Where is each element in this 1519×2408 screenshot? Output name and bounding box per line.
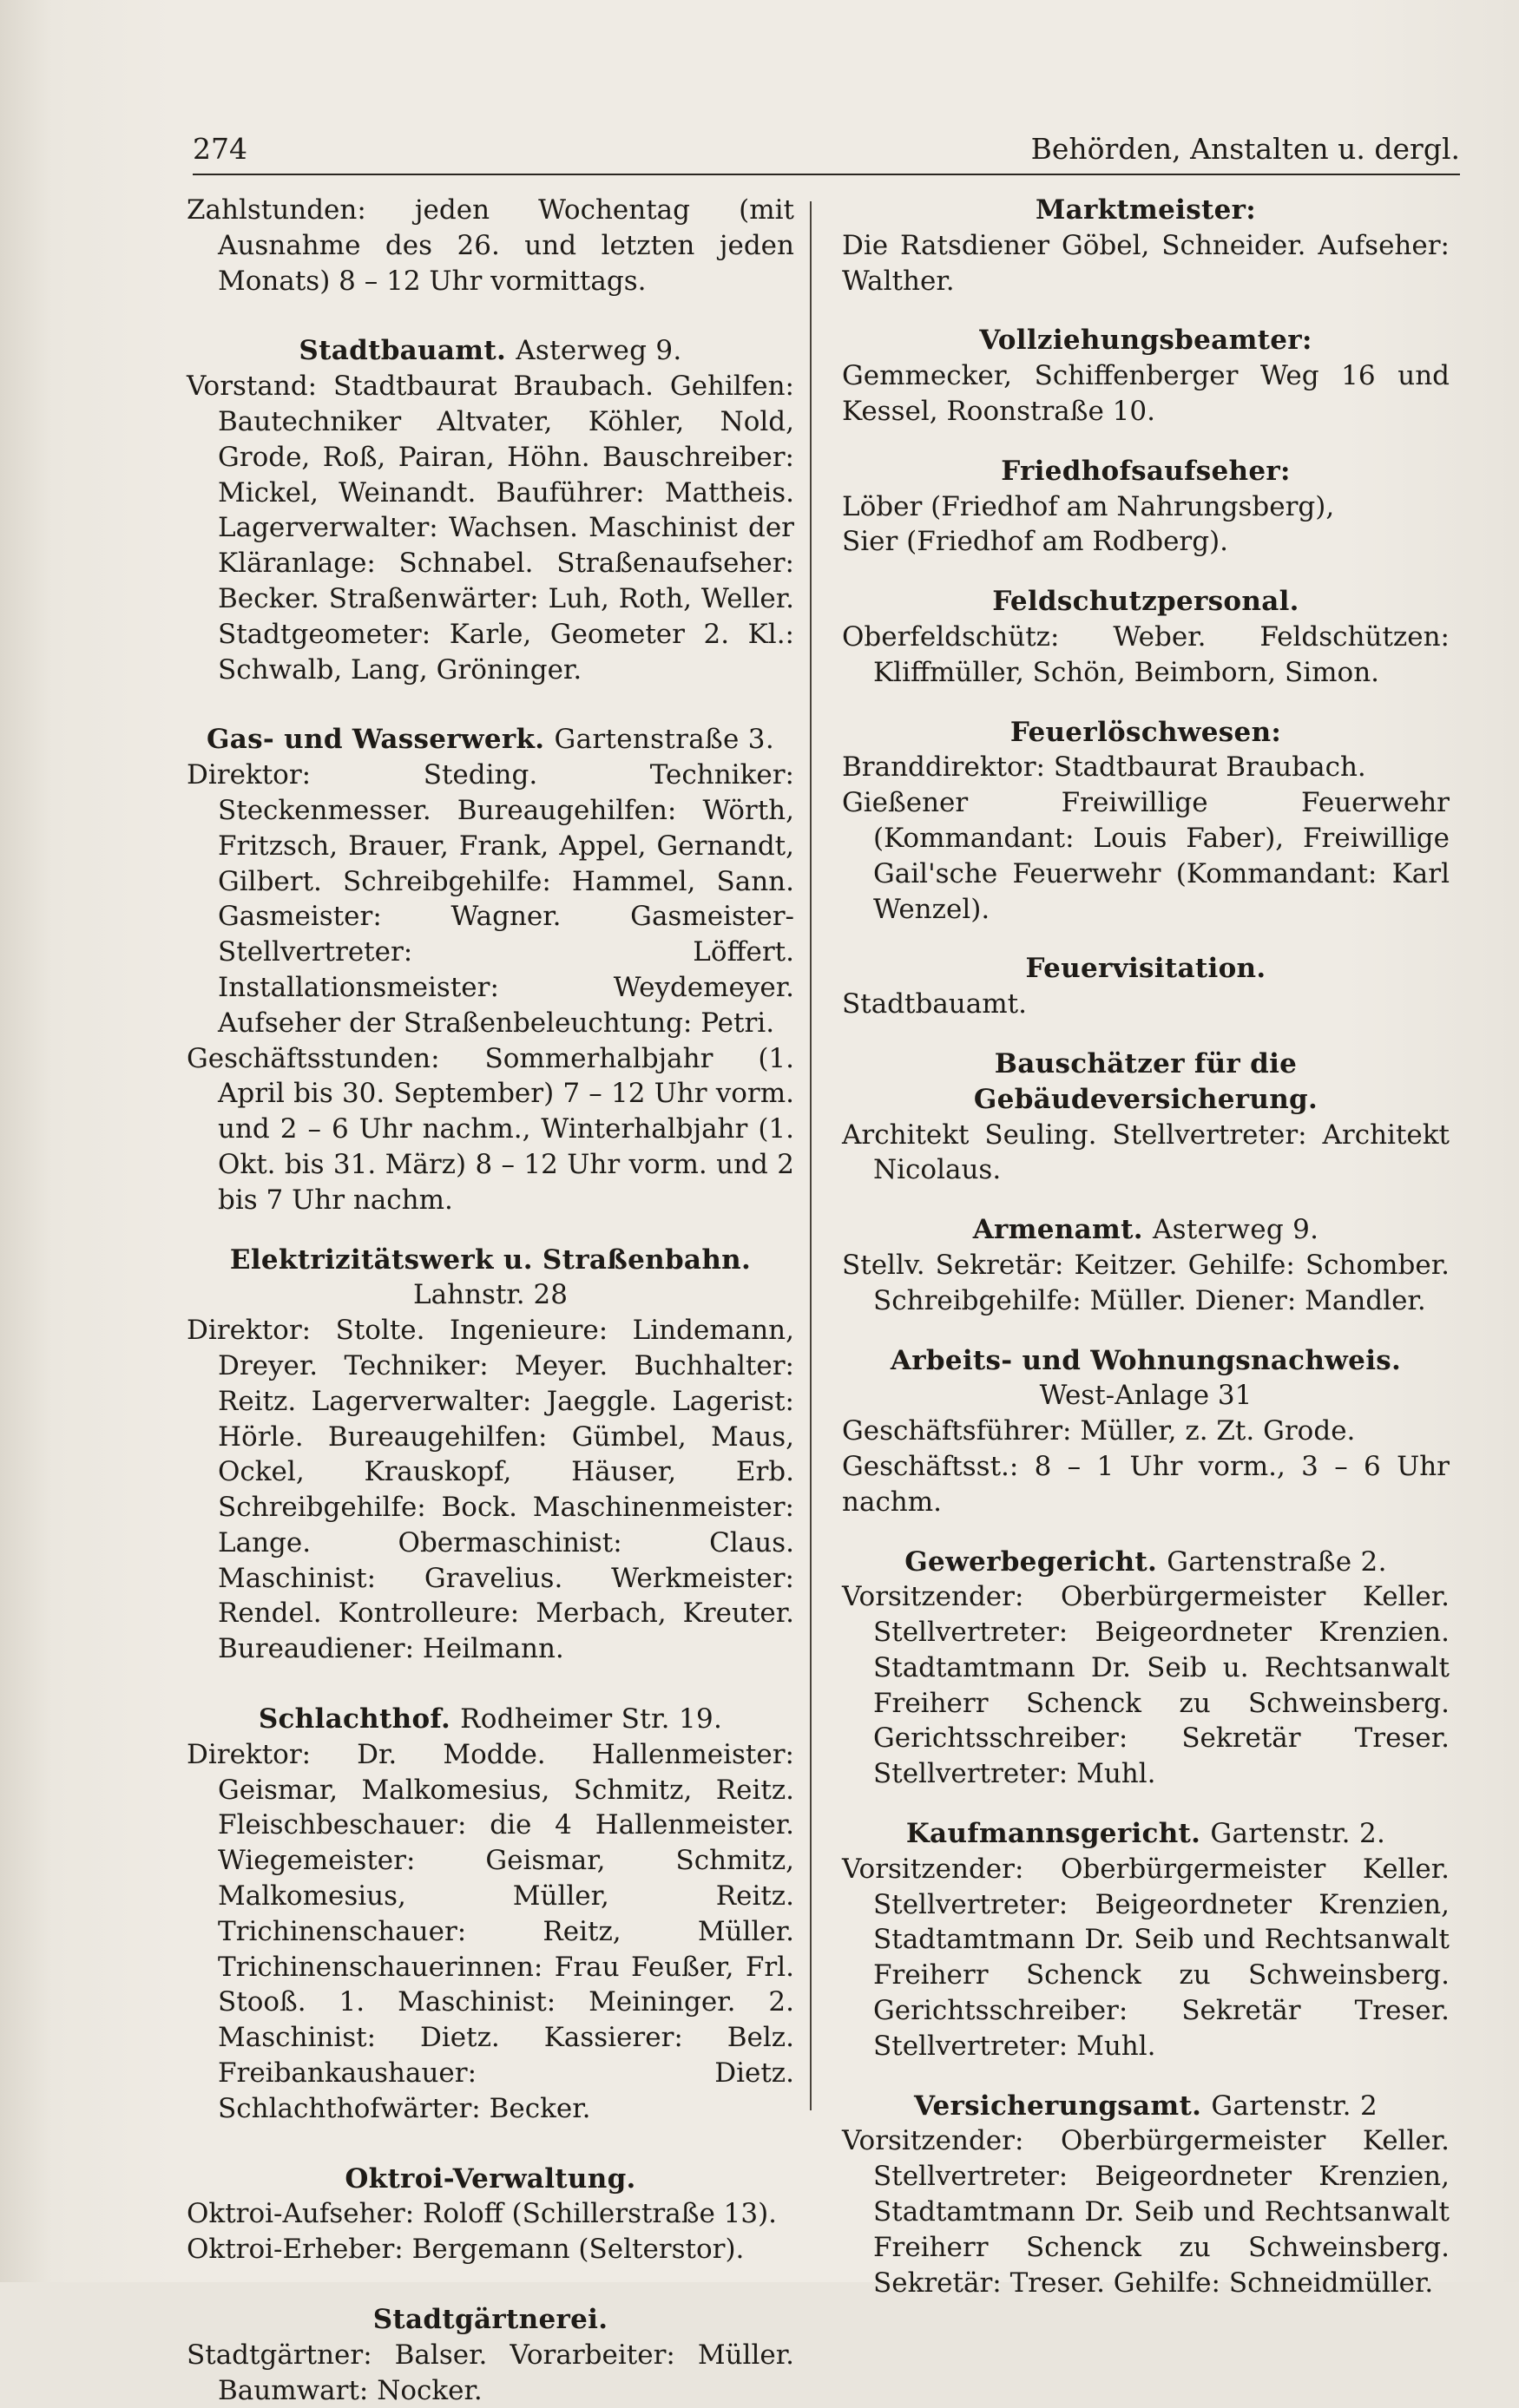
section-body: Direktor: Dr. Modde. Hallenmeister: Geismar, Malkomesius, Schmitz, Reitz. Fleischbeschauer: die 4 Hallenmeister. Wiegemeister: Geismar, Schmitz, Malkomesius, Müller, Reitz. Trichinenschauer: Reitz, Müller. Trichinenschauerinnen: Frau Feußer, Frl. Stooß. 1. Maschinist: Meininger. 2. Maschinist: Dietz. Kassierer: Belz. Freibankaushauer: Dietz. Schlachthofwärter: Becker. xyxy=(187,1738,794,2124)
section-body: Architekt Seuling. Stellvertreter: Architekt Nicolaus. xyxy=(842,1119,1450,1186)
section-title: Bauschätzer für die Gebäudeversicherung. xyxy=(973,1047,1318,1115)
section-address: Lahnstr. 28 xyxy=(413,1279,568,1311)
section-title: Arbeits- und Wohnungsnachweis. xyxy=(890,1344,1402,1376)
section-title: Armenamt. xyxy=(972,1214,1143,1246)
section-address: Gartenstraße 2. xyxy=(1167,1545,1387,1578)
section-gewerbegericht xyxy=(842,1545,1450,1793)
section-body: Direktor: Steding. Techniker: Steckenmesser. Bureaugehilfen: Wörth, Fritzsch, Brauer, Frank, Appel, Gernandt, Gilbert. Schreibgehilfe: Hammel, Sann. Gasmeister: Wagner. Gasmeister-Stellvertreter: Löffert. Installationsmeister: Weydemeyer. Aufseher der Straßenbeleuchtung: Petri. xyxy=(187,759,794,1039)
section-body: Gemmecker, Schiffenberger Weg 16 und Kessel, Roonstraße 10. xyxy=(842,360,1450,427)
section-title: Kaufmannsgericht. xyxy=(905,1818,1201,1850)
section-feldschutzpersonal xyxy=(842,584,1450,690)
section-kaufmannsgericht xyxy=(842,1816,1450,2064)
section-title: Stadtbauamt. xyxy=(299,335,507,367)
section-line: Branddirektor: Stadtbaurat Braubach. xyxy=(842,751,1366,784)
section-body: Vorsitzender: Oberbürgermeister Keller. Stellvertreter: Beigeordneter Krenzien, Stadtamtmann Dr. Seib und Rechtsanwalt Freiherr Schenck zu Schweinsberg. Sekretär: Treser. Gehilfe: Schneidmüller. xyxy=(842,2125,1450,2299)
right-column xyxy=(842,193,1450,2300)
section-versicherungsamt xyxy=(842,2089,1450,2301)
section-line: Oktroi-Erheber: Bergemann (Selterstor). xyxy=(187,2234,745,2266)
left-column xyxy=(187,193,794,2408)
section-oktroi-verwaltung xyxy=(187,2162,794,2267)
section-title: Gas- und Wasserwerk. xyxy=(207,724,545,756)
section-gas-wasserwerk xyxy=(187,722,794,1217)
section-armenamt xyxy=(842,1212,1450,1318)
section-title: Oktroi-Verwaltung. xyxy=(345,2162,636,2195)
section-title: Marktmeister: xyxy=(1035,194,1256,226)
section-heading xyxy=(187,1702,794,1737)
section-hours: Geschäftsstunden: Sommerhalbjahr (1. April bis 30. September) 7 – 12 Uhr vorm. und 2 – 6 Uhr nachm., Winterhalbjahr (1. Okt. bis 31. März) 8 – 12 Uhr vorm. und 2 bis 7 Uhr nachm. xyxy=(187,1042,794,1216)
page-number: 274 xyxy=(193,132,247,166)
section-stadtgaertnerei xyxy=(187,2302,794,2408)
section-heading xyxy=(187,333,794,369)
section-vollziehungsbeamter xyxy=(842,323,1450,429)
section-body: Stellv. Sekretär: Keitzer. Gehilfe: Schomber. Schreibgehilfe: Müller. Diener: Mandler. xyxy=(842,1249,1450,1316)
section-body: Vorstand: Stadtbaurat Braubach. Gehilfen: Bautechniker Altvater, Köhler, Nold, Grode, Roß, Pairan, Höhn. Bauschreiber: Mickel, Weinandt. Bauführer: Mattheis. Lagerverwalter: Wachsen. Maschinist der Kläranlage: Schnabel. Straßenaufseher: Becker. Straßenwärter: Luh, Roth, Weller. Stadtgeometer: Karle, Geometer 2. Kl.: Schwalb, Lang, Gröninger. xyxy=(187,371,794,686)
section-heading xyxy=(842,1816,1450,1852)
section-address: Asterweg 9. xyxy=(516,335,682,367)
section-address: West-Anlage 31 xyxy=(1039,1380,1253,1412)
section-marktmeister xyxy=(842,193,1450,299)
section-address: Gartenstr. 2 xyxy=(1211,2090,1378,2122)
section-feuervisitation xyxy=(842,951,1450,1022)
section-body: Direktor: Stolte. Ingenieure: Lindemann, Dreyer. Techniker: Meyer. Buchhalter: Reitz. Lagerverwalter: Jaeggle. Lagerist: Hörle. Bureaugehilfen: Gümbel, Maus, Ockel, Krauskopf, Häuser, Erb. Schreibgehilfe: Bock. Maschinenmeister: Lange. Obermaschinist: Claus. Maschinist: Gravelius. Werkmeister: Rendel. Kontrolleure: Merbach, Kreuter. Bureaudiener: Heilmann. xyxy=(187,1315,794,1665)
section-schlachthof xyxy=(187,1702,794,2127)
section-body: Zahlstunden: jeden Wochentag (mit Ausnahme des 26. und letzten jeden Monats) 8 – 12 Uhr vormittags. xyxy=(187,194,794,297)
section-line: Geschäftsführer: Müller, z. Zt. Grode. xyxy=(842,1415,1356,1447)
section-bauschaetzer xyxy=(842,1047,1450,1188)
section-arbeitsnachweis xyxy=(842,1343,1450,1520)
running-title: Behörden, Anstalten u. dergl. xyxy=(1030,132,1460,166)
section-body: Oberfeldschütz: Weber. Feldschützen: Kliffmüller, Schön, Beimborn, Simon. xyxy=(842,620,1450,688)
section-title: Feldschutzpersonal. xyxy=(992,586,1299,618)
section-heading xyxy=(842,2089,1450,2124)
section-address: Asterweg 9. xyxy=(1152,1214,1319,1246)
section-address: Gartenstr. 2. xyxy=(1210,1818,1386,1850)
section-stadtbauamt xyxy=(187,333,794,687)
section-heading xyxy=(842,1545,1450,1580)
section-line: Löber (Friedhof am Nahrungsberg), xyxy=(842,490,1335,522)
section-title: Gewerbegericht. xyxy=(904,1545,1158,1578)
section-line: Geschäftsst.: 8 – 1 Uhr vorm., 3 – 6 Uhr nachm. xyxy=(842,1450,1450,1518)
section-title: Schlachthof. xyxy=(258,1703,451,1735)
section-line: Oktroi-Aufseher: Roloff (Schillerstraße 13). xyxy=(187,2198,778,2230)
section-heading xyxy=(187,722,794,758)
section-body: Stadtgärtner: Balser. Vorarbeiter: Müller. Baumwart: Nocker. xyxy=(187,2339,794,2406)
column-divider xyxy=(810,201,812,2110)
section-title: Stadtgärtnerei. xyxy=(372,2304,608,2336)
section-feuerloeschwesen xyxy=(842,715,1450,928)
section-line: Sier (Friedhof am Rodberg). xyxy=(842,526,1229,558)
section-zahlstunden xyxy=(187,193,794,299)
section-title: Feuerlöschwesen: xyxy=(1009,716,1282,748)
section-body: Vorsitzender: Oberbürgermeister Keller. Stellvertreter: Beigeordneter Krenzien. Stadtamtmann Dr. Seib u. Rechtsanwalt Freiherr Schenck zu Schweinsberg. Gerichtsschreiber: Sekretär Treser. Stellvertreter: Muhl. xyxy=(842,1581,1450,1790)
section-title: Versicherungsamt. xyxy=(913,2090,1202,2122)
section-title: Friedhofsaufseher: xyxy=(1001,455,1291,487)
section-body: Gießener Freiwillige Feuerwehr (Kommandant: Louis Faber), Freiwillige Gail'sche Feuerwehr (Kommandant: Karl Wenzel). xyxy=(842,787,1450,925)
section-elektrizitaetswerk xyxy=(187,1243,794,1668)
section-title: Vollziehungsbeamter: xyxy=(979,325,1312,357)
section-title: Feuervisitation. xyxy=(1025,953,1266,985)
section-heading xyxy=(842,1212,1450,1248)
section-title: Elektrizitätswerk u. Straßenbahn. xyxy=(229,1243,752,1276)
section-address: Rodheimer Str. 19. xyxy=(460,1703,723,1735)
section-address: Gartenstraße 3. xyxy=(554,724,774,756)
section-body: Stadtbauamt. xyxy=(842,988,1027,1020)
section-body: Die Ratsdiener Göbel, Schneider. Aufseher: Walther. xyxy=(842,229,1450,297)
section-friedhofsaufseher xyxy=(842,454,1450,560)
page-header xyxy=(193,128,1460,175)
section-body: Vorsitzender: Oberbürgermeister Keller. Stellvertreter: Beigeordneter Krenzien, Stadtamtmann Dr. Seib und Rechtsanwalt Freiherr Schenck zu Schweinsberg. Gerichtsschreiber: Sekretär Treser. Stellvertreter: Muhl. xyxy=(842,1853,1450,2062)
